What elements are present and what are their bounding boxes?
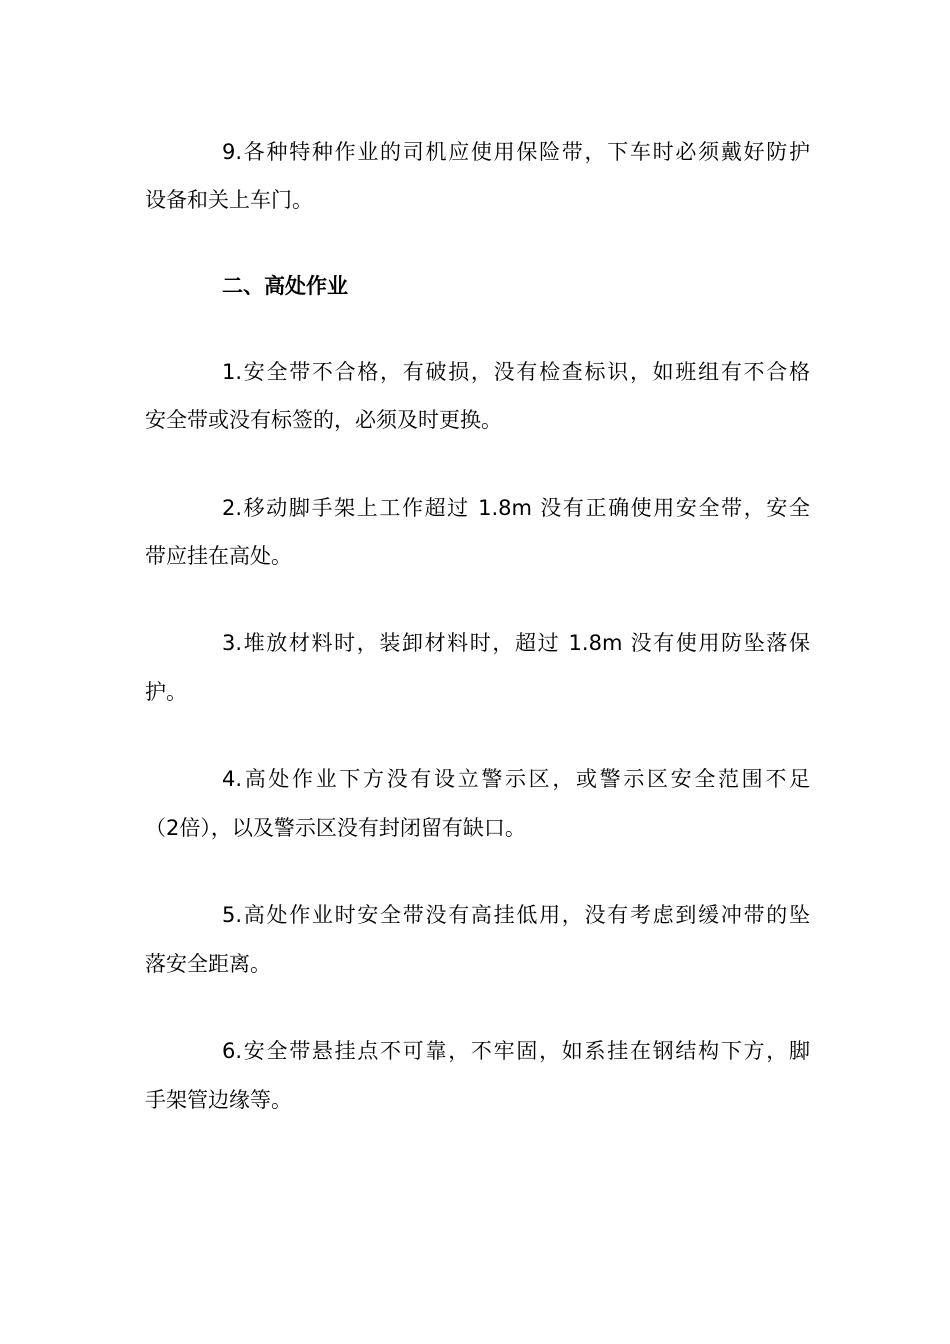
paragraph-9-line-2: 设备和关上车门。 — [145, 188, 313, 212]
paragraph-3-line-2: 护。 — [145, 680, 187, 704]
paragraph-5-line-2: 落安全距离。 — [145, 952, 271, 976]
paragraph-6-line-2: 手架管边缘等。 — [145, 1088, 292, 1112]
section-heading: 二、高处作业 — [222, 274, 348, 298]
paragraph-4-line-2: （2倍），以及警示区没有封闭留有缺口。 — [145, 816, 526, 840]
paragraph-1-line-2: 安全带或没有标签的，必须及时更换。 — [145, 408, 502, 432]
paragraph-6-line-1: 6.安全带悬挂点不可靠，不牢固，如系挂在钢结构下方，脚 — [222, 1039, 810, 1063]
paragraph-2-line-1: 2.移动脚手架上工作超过 1.8m 没有正确使用安全带，安全 — [222, 496, 810, 520]
paragraph-9-line-1: 9.各种特种作业的司机应使用保险带，下车时必须戴好防护 — [222, 140, 810, 164]
paragraph-1-line-1: 1.安全带不合格，有破损，没有检查标识，如班组有不合格 — [222, 360, 810, 384]
paragraph-3-line-1: 3.堆放材料时，装卸材料时，超过 1.8m 没有使用防坠落保 — [222, 631, 810, 655]
paragraph-4-line-1: 4.高处作业下方没有设立警示区，或警示区安全范围不足 — [222, 767, 810, 791]
paragraph-5-line-1: 5.高处作业时安全带没有高挂低用，没有考虑到缓冲带的坠 — [222, 903, 810, 927]
paragraph-2-line-2: 带应挂在高处。 — [145, 544, 292, 568]
